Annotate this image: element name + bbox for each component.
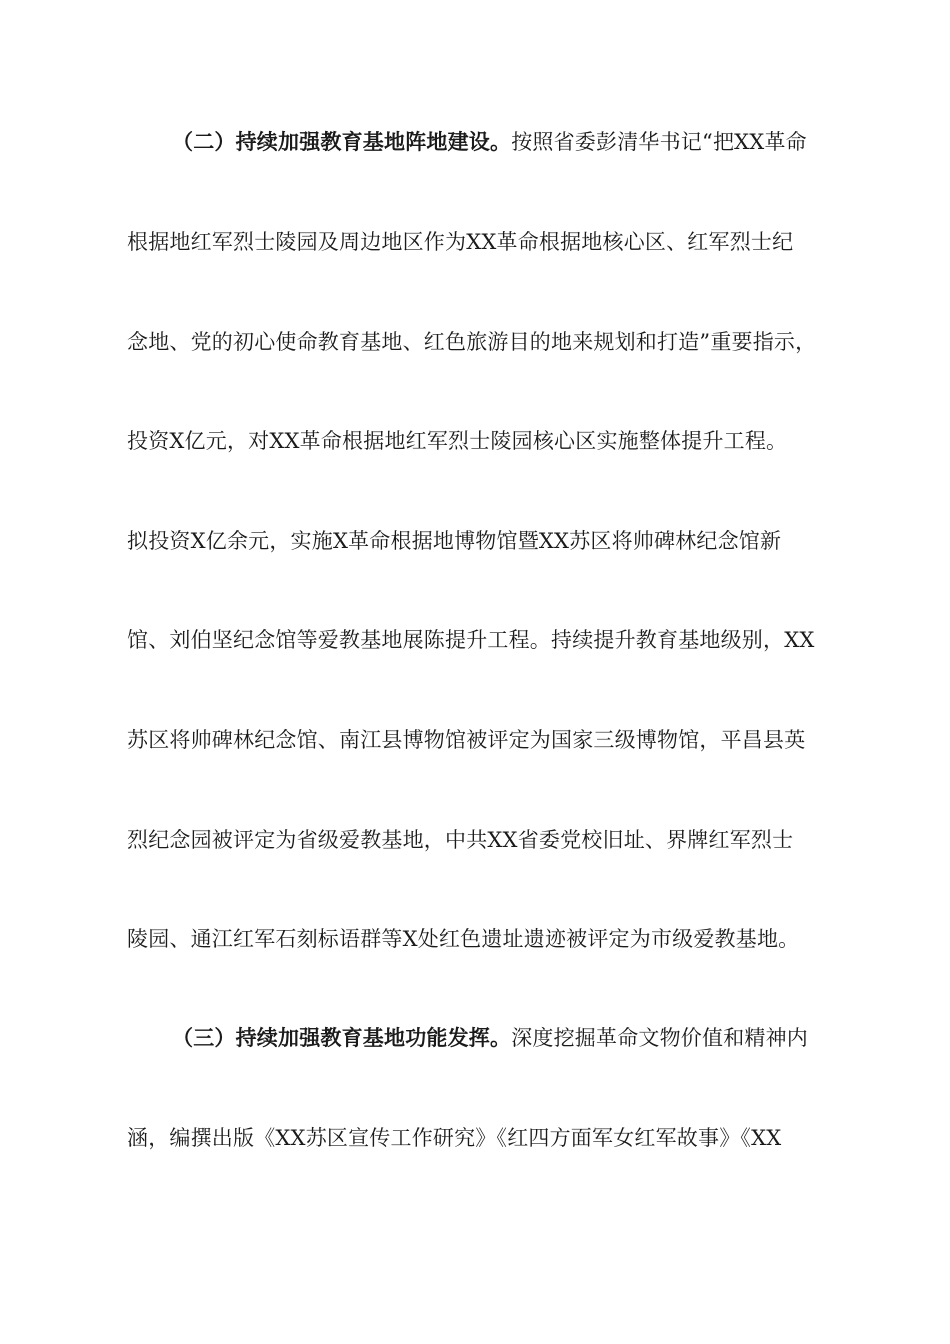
section3-heading: （三）持续加强教育基地功能发挥。 bbox=[172, 1025, 512, 1050]
paragraph-line: 投资X亿元，对XX革命根据地红军烈士陵园核心区实施整体提升工程。 bbox=[127, 429, 788, 453]
paragraph-line: 陵园、通江红军石刻标语群等X处红色遗址遗迹被评定为市级爱教基地。 bbox=[127, 927, 800, 951]
paragraph-line: 涵，编撰出版《XX苏区宣传工作研究》《红四方面军女红军故事》《XX bbox=[127, 1126, 782, 1150]
section3-first-line-text: 深度挖掘革命文物价值和精神内 bbox=[511, 1026, 809, 1050]
paragraph-line: 拟投资X亿余元，实施X革命根据地博物馆暨XX苏区将帅碑林纪念馆新 bbox=[127, 529, 782, 553]
paragraph-line: 馆、刘伯坚纪念馆等爱教基地展陈提升工程。持续提升教育基地级别，XX bbox=[127, 628, 815, 652]
paragraph-line: 根据地红军烈士陵园及周边地区作为XX革命根据地核心区、红军烈士纪 bbox=[127, 230, 794, 254]
section2-first-line-text: 按照省委彭清华书记“把XX革命 bbox=[511, 130, 807, 154]
section2-heading: （二）持续加强教育基地阵地建设。 bbox=[172, 129, 512, 154]
paragraph-line: 苏区将帅碑林纪念馆、南江县博物馆被评定为国家三级博物馆，平昌县英 bbox=[127, 728, 806, 752]
paragraph-section2-line-1 bbox=[172, 122, 862, 162]
paragraph-line: 烈纪念园被评定为省级爱教基地，中共XX省委党校旧址、界牌红军烈士 bbox=[127, 828, 794, 852]
paragraph-section3-line-1 bbox=[172, 1018, 862, 1058]
paragraph-line: 念地、党的初心使命教育基地、红色旅游目的地来规划和打造”重要指示， bbox=[127, 330, 817, 354]
